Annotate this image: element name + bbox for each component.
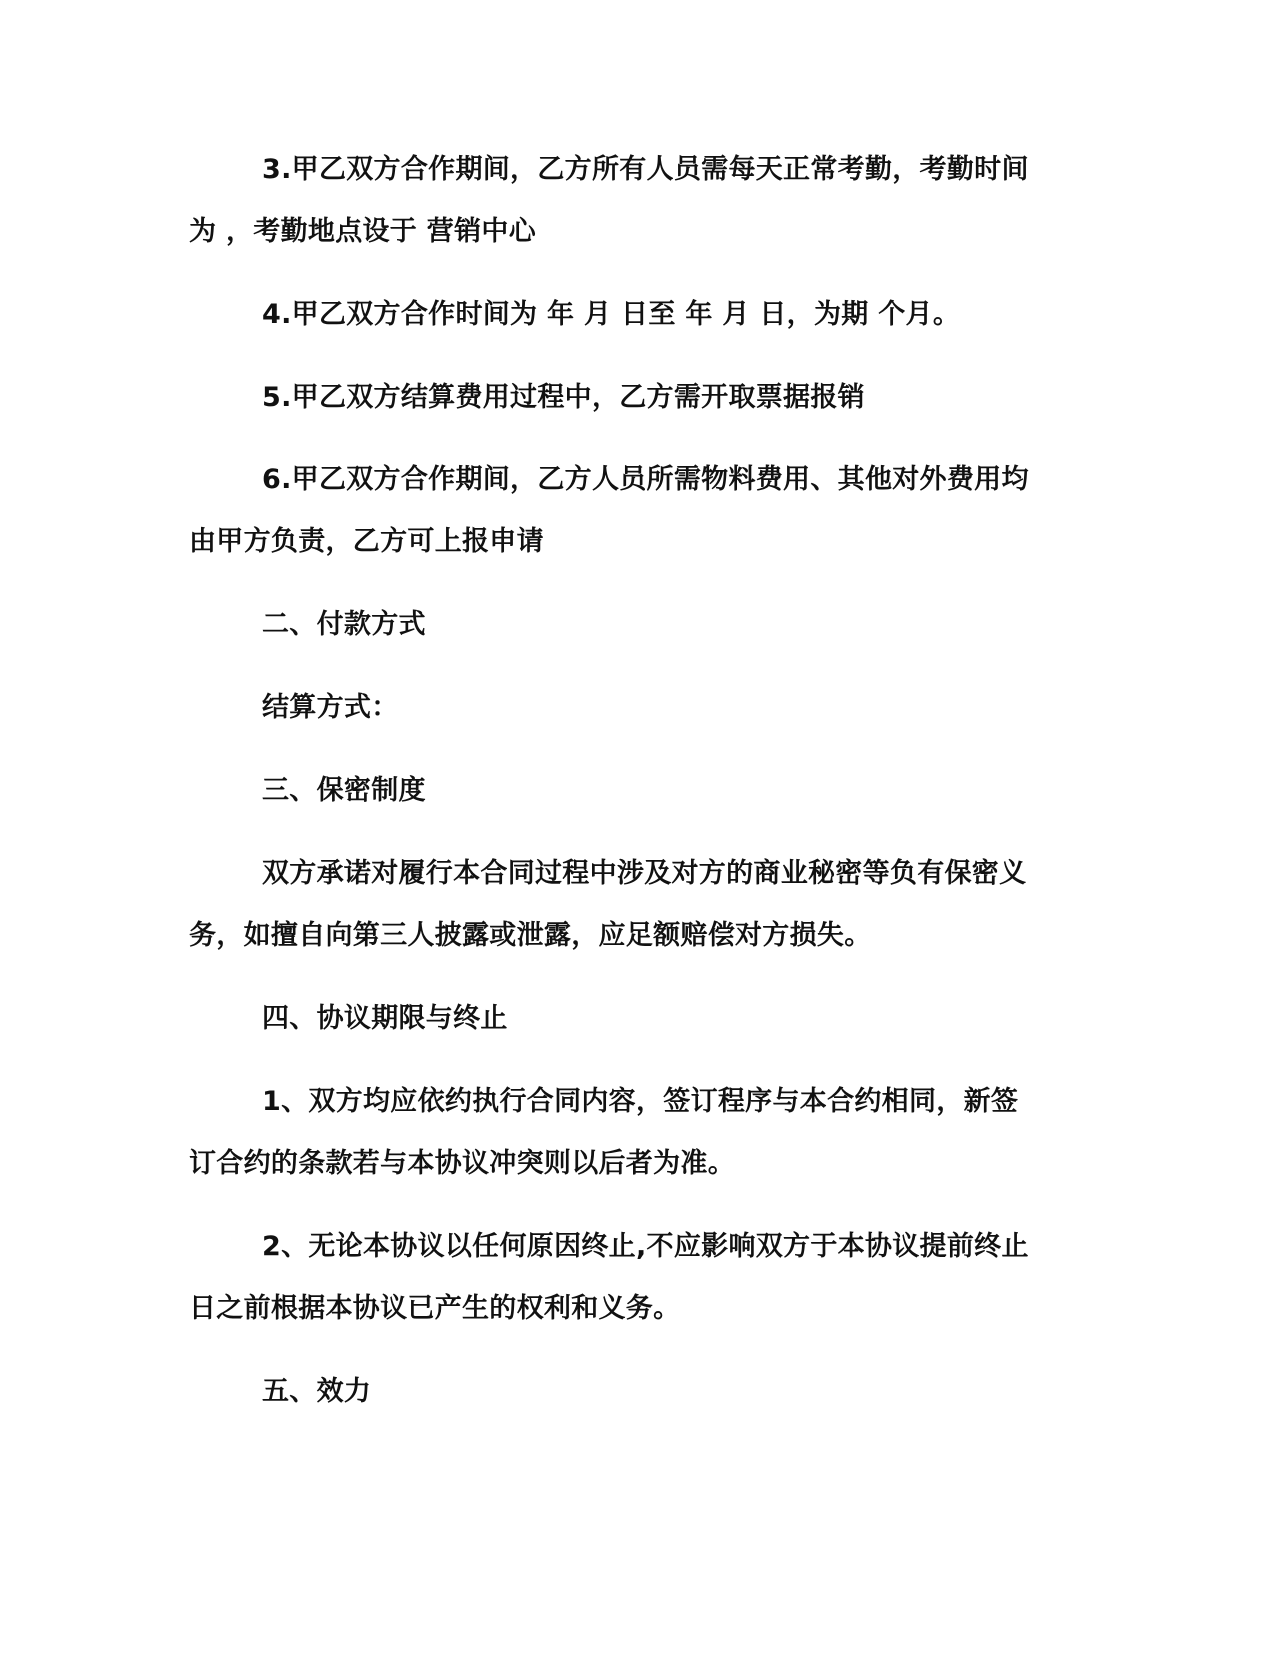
settlement-method-line: 结算方式： [262, 692, 399, 723]
paragraph-item-6-line-1: 6.甲乙双方合作期间，乙方人员所需物料费用、其他对外费用均 [262, 464, 1029, 495]
section-heading-confidentiality: 三、保密制度 [262, 775, 426, 806]
paragraph-item-6-line-2: 由甲方负责，乙方可上报申请 [189, 526, 544, 557]
section-heading-validity: 五、效力 [262, 1376, 372, 1407]
paragraph-item-3-line-1: 3.甲乙双方合作期间，乙方所有人员需每天正常考勤，考勤时间 [262, 154, 1029, 185]
paragraph-confidentiality-line-2: 务，如擅自向第三人披露或泄露，应足额赔偿对方损失。 [189, 920, 872, 951]
paragraph-item-3-line-2: 为 ，考勤地点设于 营销中心 [189, 216, 536, 247]
paragraph-item-5-line-1: 5.甲乙双方结算费用过程中，乙方需开取票据报销 [262, 382, 865, 413]
paragraph-term-2-line-2: 日之前根据本协议已产生的权利和义务。 [189, 1293, 681, 1324]
paragraph-term-1-line-1: 1、双方均应依约执行合同内容，签订程序与本合约相同，新签 [262, 1086, 1019, 1117]
paragraph-item-4-line-1: 4.甲乙双方合作时间为 年 月 日至 年 月 日，为期 个月。 [262, 299, 961, 330]
paragraph-confidentiality-line-1: 双方承诺对履行本合同过程中涉及对方的商业秘密等负有保密义 [262, 858, 1027, 889]
paragraph-term-1-line-2: 订合约的条款若与本协议冲突则以后者为准。 [189, 1148, 735, 1179]
section-heading-payment: 二、付款方式 [262, 609, 426, 640]
paragraph-term-2-line-1: 2、无论本协议以任何原因终止,不应影响双方于本协议提前终止 [262, 1231, 1029, 1262]
section-heading-term: 四、协议期限与终止 [262, 1003, 508, 1034]
